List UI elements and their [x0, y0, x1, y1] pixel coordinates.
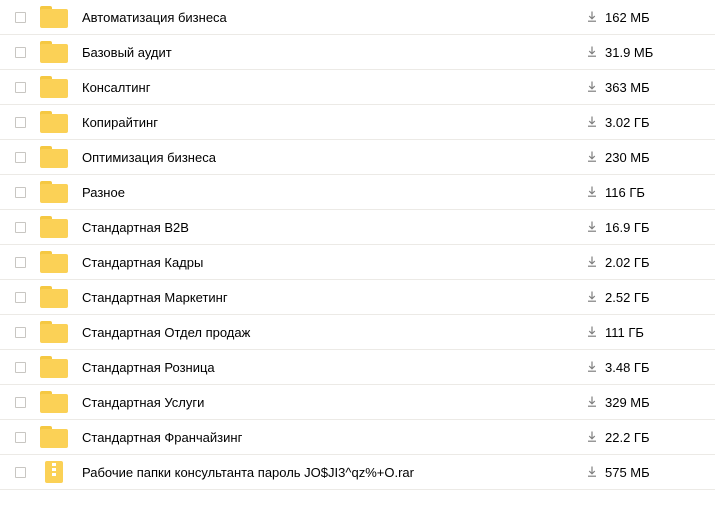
row-select-cell[interactable]: [0, 187, 40, 198]
download-icon[interactable]: [585, 10, 599, 24]
file-name[interactable]: Копирайтинг: [82, 114, 158, 130]
row-select-cell[interactable]: [0, 152, 40, 163]
row-select-cell[interactable]: [0, 47, 40, 58]
file-size-cell: [585, 10, 715, 25]
file-size: 2.52 ГБ: [605, 289, 650, 305]
file-name[interactable]: Стандартная B2B: [82, 219, 189, 235]
file-size-cell: [585, 255, 715, 270]
file-size: 22.2 ГБ: [605, 429, 650, 445]
download-icon[interactable]: [585, 185, 599, 199]
file-name[interactable]: Рабочие папки консультанта пароль JO$JI3^qz%+O.rar: [82, 464, 414, 480]
download-icon[interactable]: [585, 220, 599, 234]
row-checkbox[interactable]: [15, 222, 26, 233]
row-icon-cell: [40, 251, 80, 273]
download-icon[interactable]: [585, 80, 599, 94]
file-size-cell: [585, 115, 715, 130]
file-name[interactable]: Стандартная Маркетинг: [82, 289, 228, 305]
table-row[interactable]: [0, 350, 715, 385]
download-icon[interactable]: [585, 325, 599, 339]
file-name[interactable]: Стандартная Отдел продаж: [82, 324, 251, 340]
row-select-cell[interactable]: [0, 117, 40, 128]
table-row[interactable]: [0, 385, 715, 420]
row-icon-cell: [40, 391, 80, 413]
folder-icon: [40, 6, 68, 28]
file-size: 2.02 ГБ: [605, 254, 650, 270]
folder-icon: [40, 391, 68, 413]
table-row[interactable]: [0, 280, 715, 315]
file-size-cell: [585, 430, 715, 445]
file-size: 162 МБ: [605, 9, 650, 25]
row-icon-cell: [40, 181, 80, 203]
row-checkbox[interactable]: [15, 397, 26, 408]
folder-icon: [40, 356, 68, 378]
table-row[interactable]: [0, 315, 715, 350]
file-size: 230 МБ: [605, 149, 650, 165]
row-checkbox[interactable]: [15, 432, 26, 443]
table-row[interactable]: [0, 0, 715, 35]
row-checkbox[interactable]: [15, 47, 26, 58]
download-icon[interactable]: [585, 395, 599, 409]
row-select-cell[interactable]: [0, 222, 40, 233]
download-icon[interactable]: [585, 255, 599, 269]
file-name[interactable]: Оптимизация бизнеса: [82, 149, 216, 165]
file-size: 3.48 ГБ: [605, 359, 650, 375]
row-select-cell[interactable]: [0, 82, 40, 93]
file-size: 31.9 МБ: [605, 44, 654, 60]
file-name[interactable]: Стандартная Франчайзинг: [82, 429, 243, 445]
folder-icon: [40, 41, 68, 63]
row-checkbox[interactable]: [15, 82, 26, 93]
file-name[interactable]: Базовый аудит: [82, 44, 172, 60]
row-checkbox[interactable]: [15, 12, 26, 23]
row-icon-cell: [40, 426, 80, 448]
row-icon-cell: [40, 356, 80, 378]
file-size-cell: [585, 185, 715, 200]
file-size: 3.02 ГБ: [605, 114, 650, 130]
table-row[interactable]: [0, 175, 715, 210]
file-name[interactable]: Стандартная Услуги: [82, 394, 205, 410]
table-row[interactable]: [0, 140, 715, 175]
row-icon-cell: [40, 461, 80, 483]
row-icon-cell: [40, 216, 80, 238]
download-icon[interactable]: [585, 430, 599, 444]
file-size-cell: [585, 395, 715, 410]
download-icon[interactable]: [585, 290, 599, 304]
download-icon[interactable]: [585, 465, 599, 479]
row-icon-cell: [40, 76, 80, 98]
row-icon-cell: [40, 146, 80, 168]
row-select-cell[interactable]: [0, 12, 40, 23]
file-name[interactable]: Разное: [82, 184, 125, 200]
file-size-cell: [585, 325, 715, 340]
row-select-cell[interactable]: [0, 257, 40, 268]
folder-icon: [40, 111, 68, 133]
folder-icon: [40, 321, 68, 343]
file-size-cell: [585, 80, 715, 95]
file-size-cell: [585, 45, 715, 60]
row-icon-cell: [40, 321, 80, 343]
row-checkbox[interactable]: [15, 467, 26, 478]
row-select-cell[interactable]: [0, 362, 40, 373]
file-size-cell: [585, 465, 715, 480]
file-size: 363 МБ: [605, 79, 650, 95]
file-size-cell: [585, 150, 715, 165]
row-select-cell[interactable]: [0, 292, 40, 303]
row-select-cell[interactable]: [0, 327, 40, 338]
table-row[interactable]: [0, 455, 715, 490]
row-checkbox[interactable]: [15, 292, 26, 303]
download-icon[interactable]: [585, 150, 599, 164]
row-select-cell[interactable]: [0, 467, 40, 478]
file-name[interactable]: Консалтинг: [82, 79, 151, 95]
file-size: 111 ГБ: [605, 324, 644, 340]
file-name[interactable]: Автоматизация бизнеса: [82, 9, 227, 25]
download-icon[interactable]: [585, 45, 599, 59]
row-checkbox[interactable]: [15, 362, 26, 373]
row-checkbox[interactable]: [15, 117, 26, 128]
table-row[interactable]: [0, 105, 715, 140]
file-size-cell: [585, 360, 715, 375]
row-checkbox[interactable]: [15, 257, 26, 268]
folder-icon: [40, 216, 68, 238]
row-icon-cell: [40, 6, 80, 28]
folder-icon: [40, 76, 68, 98]
download-icon[interactable]: [585, 360, 599, 374]
row-icon-cell: [40, 111, 80, 133]
row-icon-cell: [40, 41, 80, 63]
download-icon[interactable]: [585, 115, 599, 129]
file-name[interactable]: Стандартная Розница: [82, 359, 215, 375]
row-icon-cell: [40, 286, 80, 308]
folder-icon: [40, 181, 68, 203]
file-size-cell: [585, 290, 715, 305]
folder-icon: [40, 251, 68, 273]
file-size-cell: [585, 220, 715, 235]
table-row[interactable]: [0, 210, 715, 245]
file-name[interactable]: Стандартная Кадры: [82, 254, 204, 270]
folder-icon: [40, 426, 68, 448]
folder-icon: [40, 146, 68, 168]
file-size: 16.9 ГБ: [605, 219, 650, 235]
table-row[interactable]: [0, 35, 715, 70]
table-row[interactable]: [0, 70, 715, 105]
row-select-cell[interactable]: [0, 432, 40, 443]
file-size: 329 МБ: [605, 394, 650, 410]
table-row[interactable]: [0, 420, 715, 455]
table-row[interactable]: [0, 245, 715, 280]
folder-icon: [40, 286, 68, 308]
archive-icon: [45, 461, 63, 483]
row-select-cell[interactable]: [0, 397, 40, 408]
row-checkbox[interactable]: [15, 152, 26, 163]
file-size: 116 ГБ: [605, 184, 645, 200]
row-checkbox[interactable]: [15, 187, 26, 198]
file-size: 575 МБ: [605, 464, 650, 480]
row-checkbox[interactable]: [15, 327, 26, 338]
